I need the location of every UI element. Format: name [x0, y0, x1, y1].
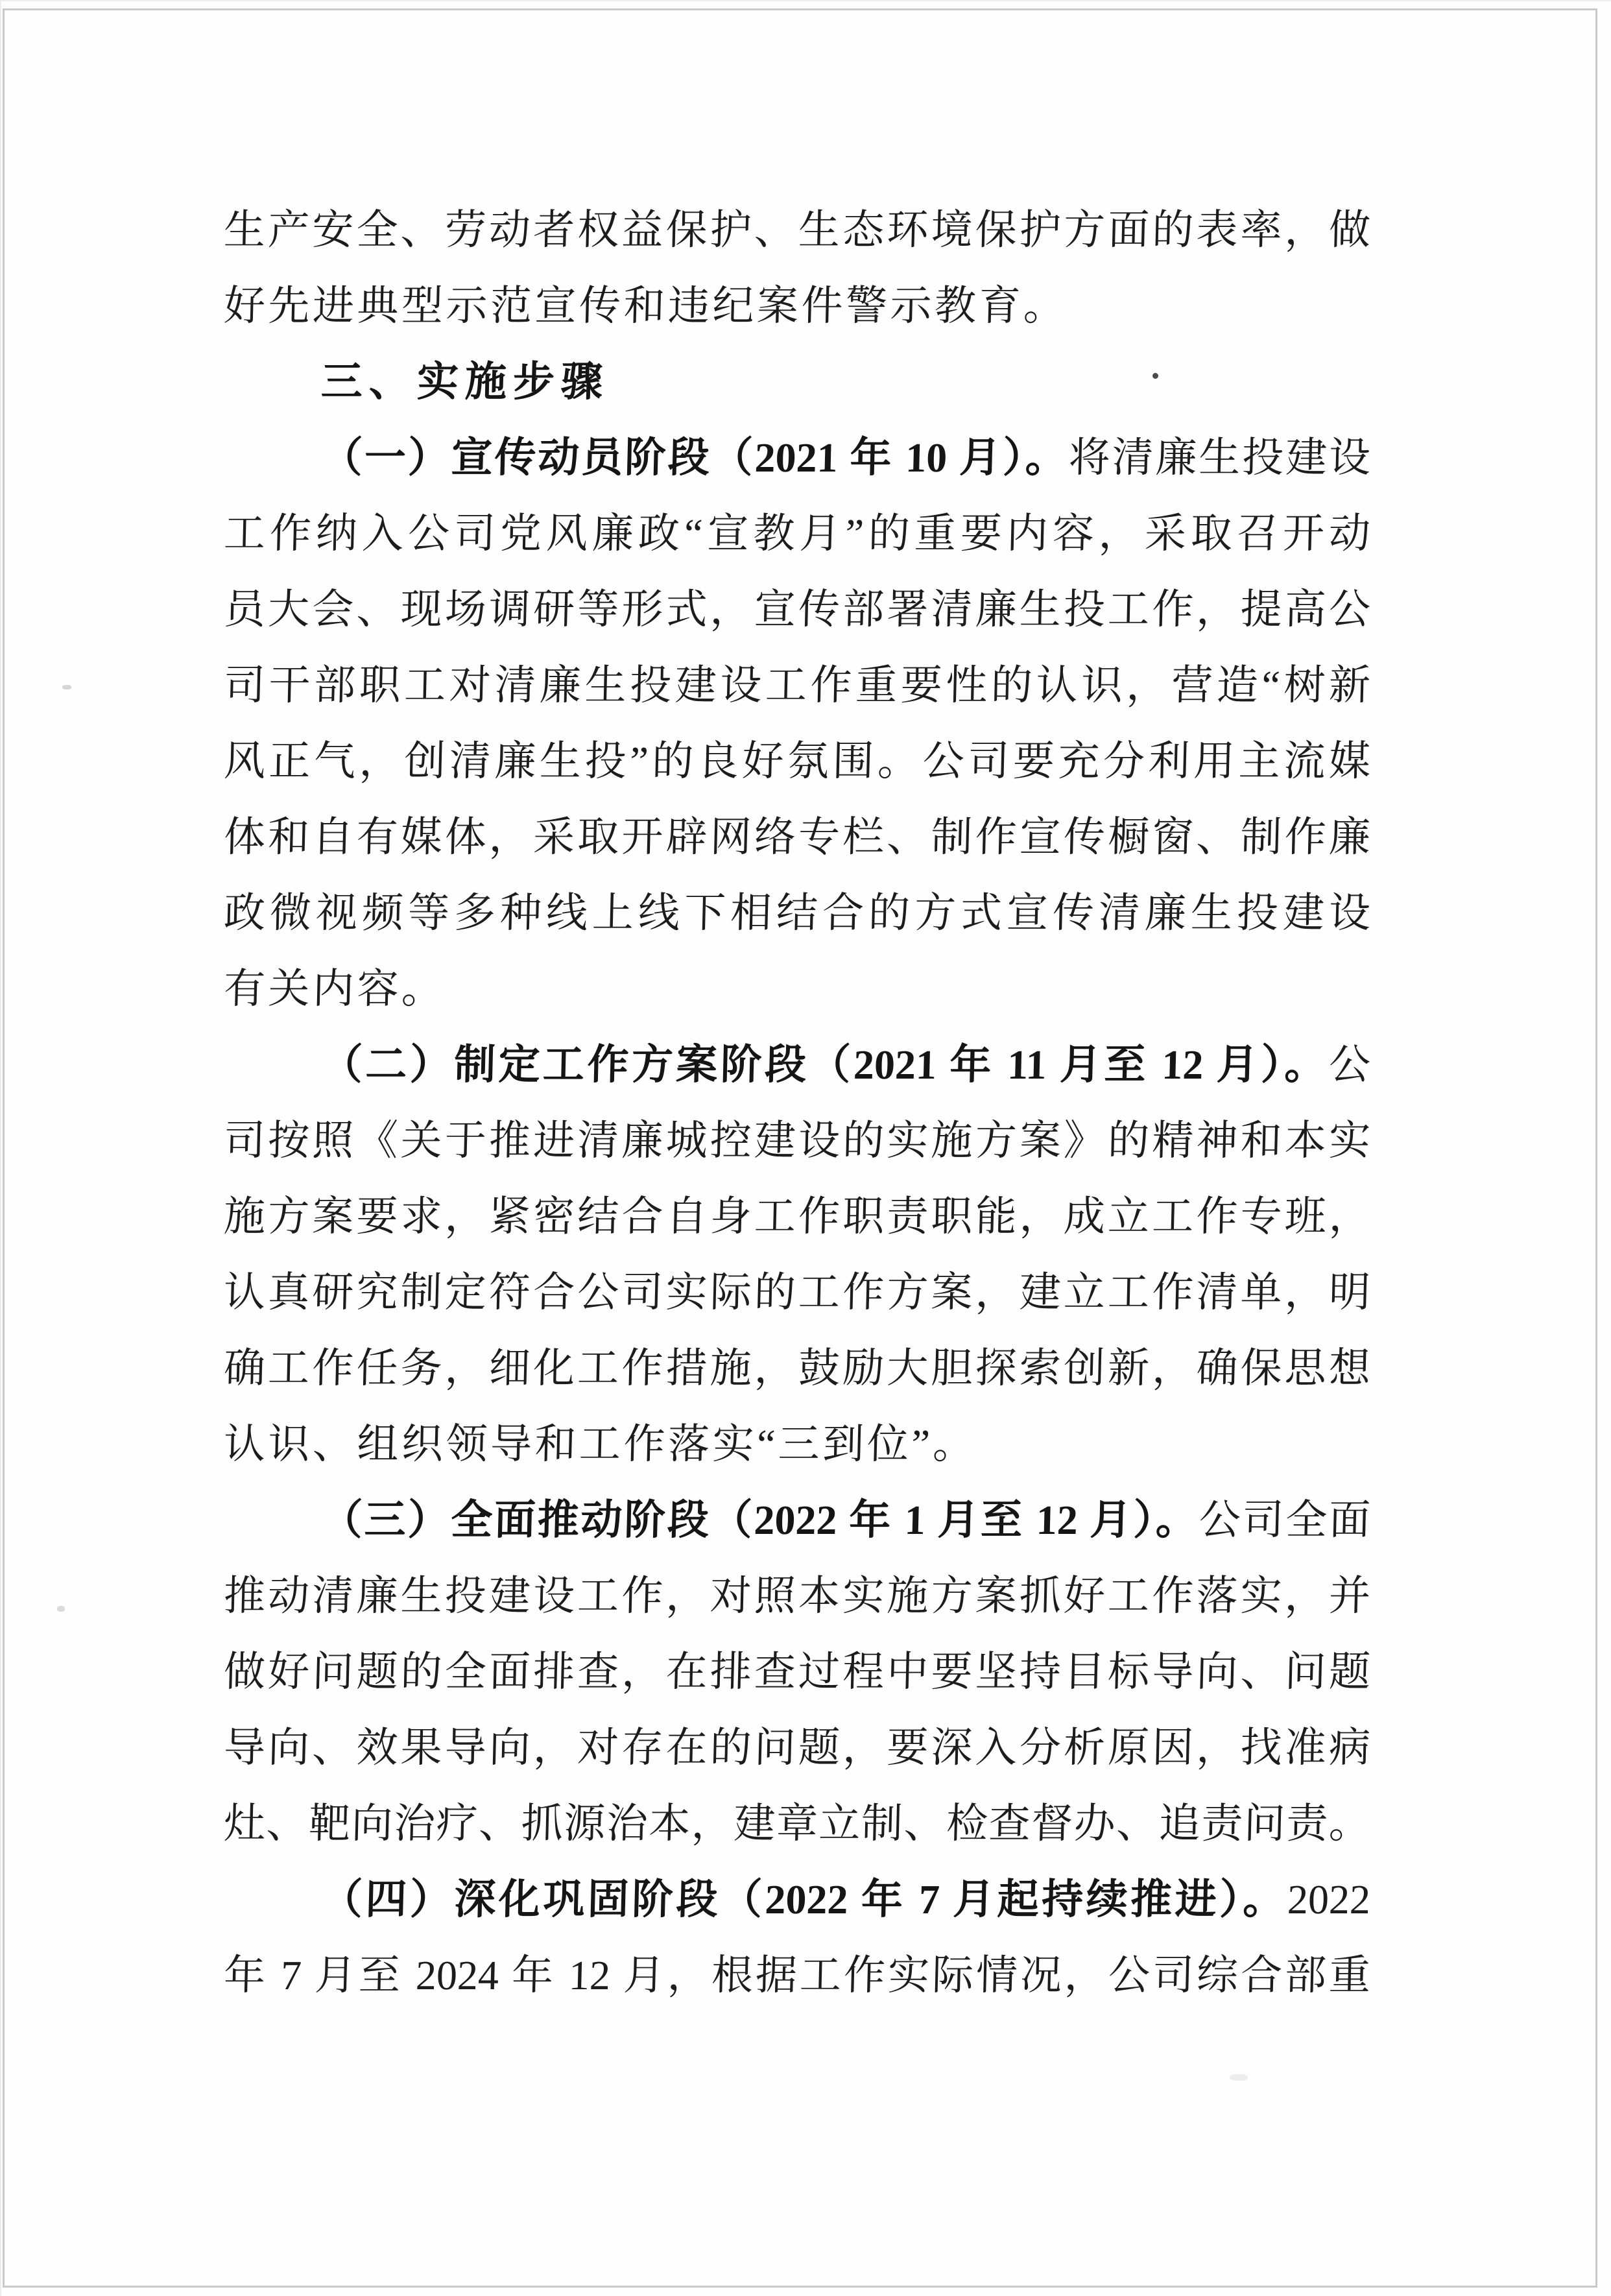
- document-text-block: [224, 192, 1370, 2013]
- body-text: 员大会、现场调研等形式，宣传部署清廉生投工作，提高公: [223, 586, 1371, 632]
- text-line: [223, 1634, 1372, 1710]
- emphasis-text: （一）宣传动员阶段（2021 年 10 月）。: [320, 435, 1069, 481]
- text-line: [223, 1861, 1372, 1937]
- body-text: 生产安全、劳动者权益保护、生态环境保护方面的表率，做: [223, 207, 1371, 253]
- body-text: 好先进典型示范宣传和违纪案件警示教育。: [223, 283, 1069, 329]
- body-text: 风正气，创清廉生投”的良好氛围。公司要充分利用主流媒: [223, 738, 1371, 784]
- emphasis-text: （四）深化巩固阶段（2022 年 7 月起持续推进）。: [320, 1876, 1288, 1922]
- body-text: 认识、组织领导和工作落实“三到位”。: [223, 1421, 978, 1467]
- text-line: [223, 799, 1372, 875]
- text-line: [223, 268, 1372, 344]
- body-text: 推动清廉生投建设工作，对照本实施方案抓好工作落实，并: [223, 1573, 1371, 1619]
- scan-edge-top: [0, 0, 1611, 1]
- scan-speck: [62, 685, 71, 689]
- scan-edge-left: [0, 0, 1, 2296]
- body-text: 确工作任务，细化工作措施，鼓励大胆探索创新，确保思想: [223, 1345, 1371, 1391]
- text-line: [223, 420, 1372, 496]
- text-line: [223, 1786, 1372, 1861]
- body-text: 认真研究制定符合公司实际的工作方案，建立工作清单，明: [223, 1269, 1371, 1315]
- body-text: 有关内容。: [223, 966, 447, 1012]
- text-line: [223, 1710, 1372, 1786]
- text-line: [223, 1027, 1372, 1103]
- text-line: [223, 875, 1372, 951]
- scan-speck: [1230, 2074, 1248, 2081]
- text-line: [223, 647, 1372, 723]
- body-text: 灶、靶向治疗、抓源治本，建章立制、检查督办、追责问责。: [223, 1800, 1371, 1847]
- body-text: 做好问题的全面排查，在排查过程中要坚持目标导向、问题: [223, 1649, 1371, 1695]
- text-line: [223, 951, 1372, 1027]
- scan-speck: [57, 1606, 65, 1612]
- text-line: [223, 1406, 1372, 1482]
- text-line: [223, 1330, 1372, 1406]
- text-line: [223, 192, 1372, 268]
- text-line: [223, 1178, 1372, 1254]
- text-line: [223, 1482, 1372, 1558]
- body-text: 政微视频等多种线上线下相结合的方式宣传清廉生投建设: [223, 890, 1371, 936]
- body-text: 公司全面: [1198, 1497, 1371, 1543]
- section-heading: [223, 344, 1372, 420]
- emphasis-text: （三）全面推动阶段（2022 年 1 月至 12 月）。: [320, 1497, 1200, 1543]
- body-text: 将清廉生投建设: [1068, 435, 1371, 481]
- text-line: [223, 496, 1372, 571]
- body-text: 工作纳入公司党风廉政“宣教月”的重要内容，采取召开动: [223, 510, 1371, 556]
- text-line: [223, 1937, 1372, 2013]
- body-text: 年 7 月至 2024 年 12 月，根据工作实际情况，公司综合部重: [223, 1952, 1371, 1998]
- body-text: 2022: [1287, 1876, 1371, 1922]
- body-text: 体和自有媒体，采取开辟网络专栏、制作宣传橱窗、制作廉: [223, 814, 1371, 860]
- body-text: 司干部职工对清廉生投建设工作重要性的认识，营造“树新: [223, 662, 1371, 708]
- body-text: 司按照《关于推进清廉城控建设的实施方案》的精神和本实: [223, 1118, 1371, 1164]
- text-line: [223, 1254, 1372, 1330]
- text-line: [223, 1558, 1372, 1634]
- text-line: [223, 571, 1372, 647]
- text-line: [223, 1103, 1372, 1178]
- emphasis-text: （二）制定工作方案阶段（2021 年 11 月至 12 月）。: [320, 1042, 1330, 1088]
- emphasis-text: 三、实施步骤: [320, 358, 610, 405]
- body-text: 施方案要求，紧密结合自身工作职责职能，成立工作专班，: [223, 1193, 1371, 1239]
- body-text: 公: [1328, 1042, 1371, 1088]
- text-line: [223, 723, 1372, 799]
- body-text: 导向、效果导向，对存在的问题，要深入分析原因，找准病: [223, 1725, 1371, 1771]
